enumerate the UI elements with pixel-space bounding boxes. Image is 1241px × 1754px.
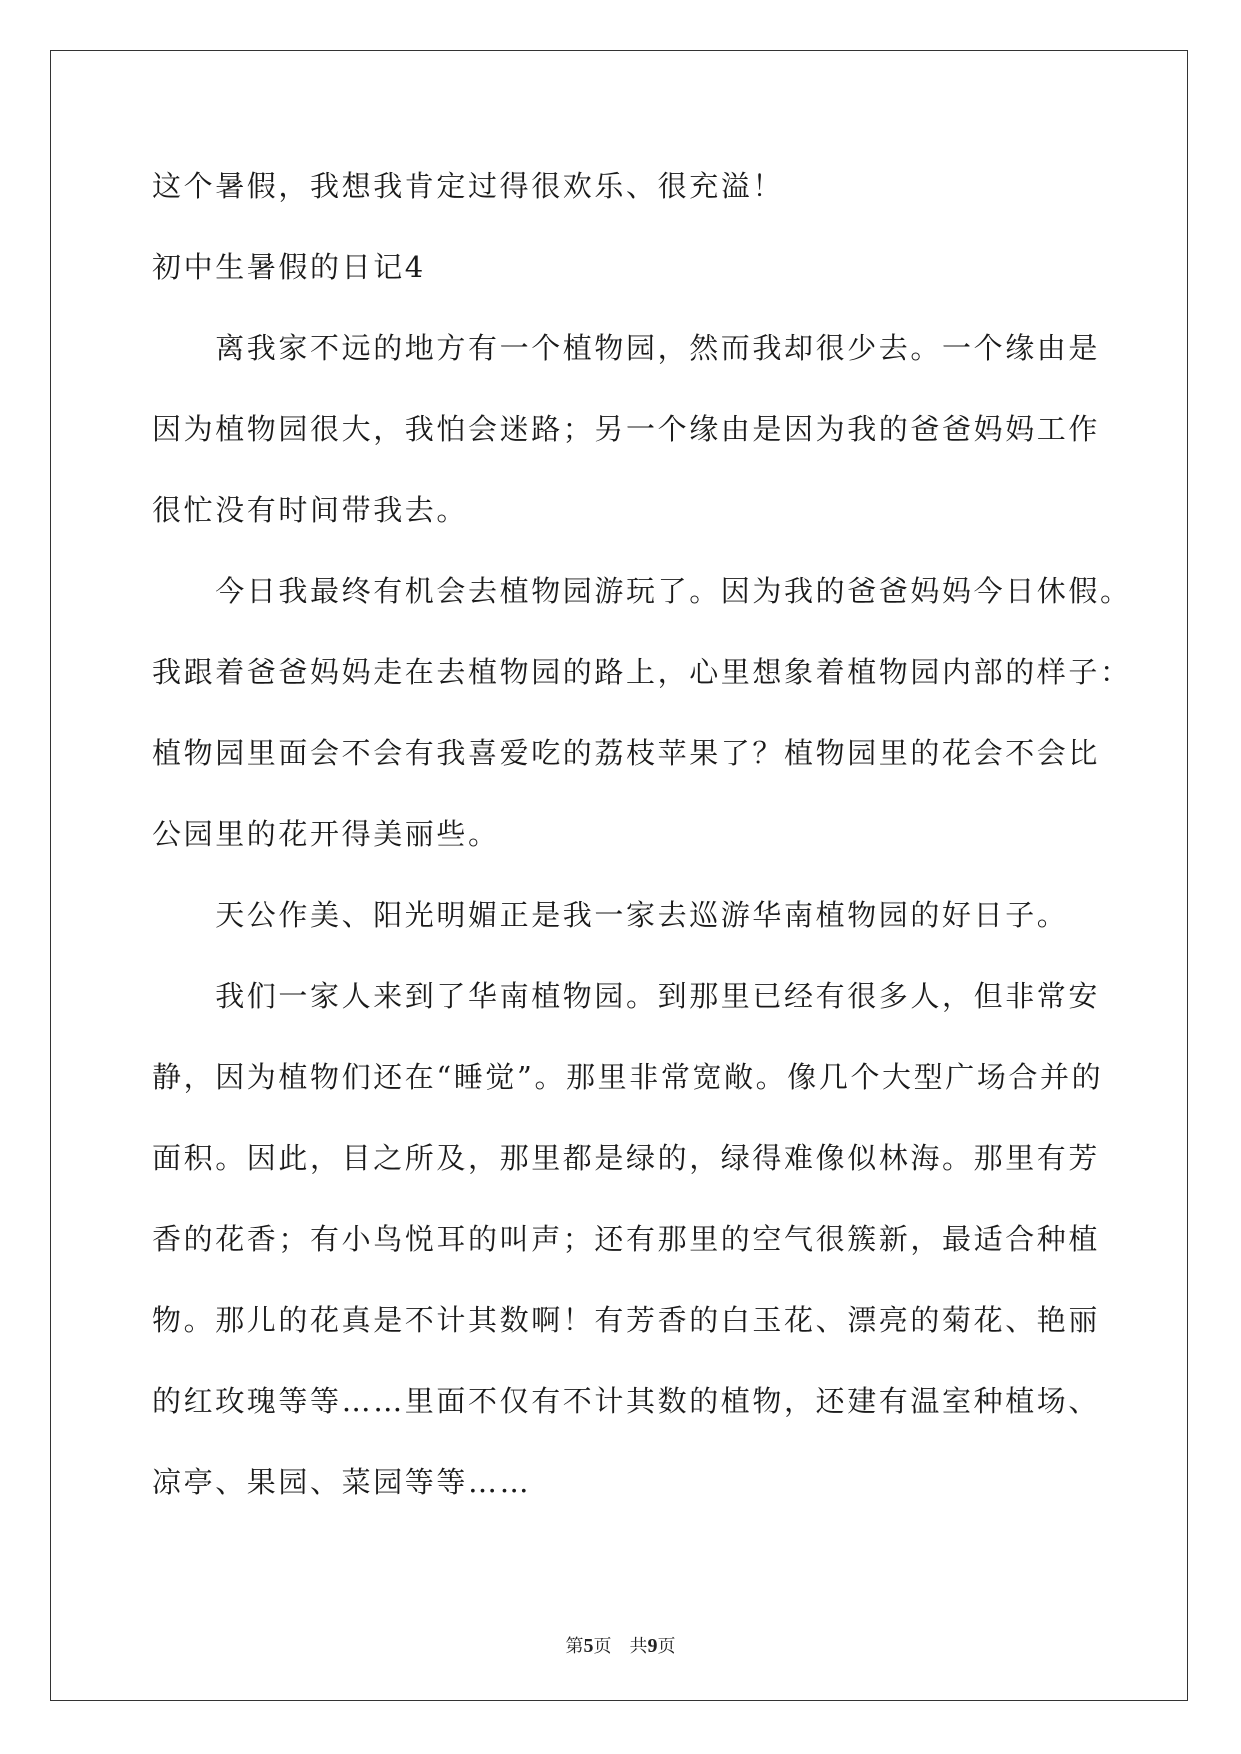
total-page-number: 9	[647, 1635, 658, 1657]
page-number-prefix: 第	[565, 1636, 584, 1657]
text-line: 今日我最终有机会去植物园游玩了。因为我的爸爸妈妈今日休假。	[152, 574, 1132, 608]
current-page-number: 5	[583, 1635, 594, 1657]
text-line: 静，因为植物们还在“睡觉”。那里非常宽敞。像几个大型广场合并的	[152, 1060, 1104, 1094]
text-line: 公园里的花开得美丽些。	[152, 817, 500, 851]
text-line: 因为植物园很大，我怕会迷路；另一个缘由是因为我的爸爸妈妈工作	[152, 412, 1101, 446]
page-footer	[0, 1632, 1241, 1658]
text-line: 的红玫瑰等等……里面不仅有不计其数的植物，还建有温室种植场、	[152, 1384, 1101, 1418]
text-line: 离我家不远的地方有一个植物园，然而我却很少去。一个缘由是	[152, 331, 1101, 365]
text-line: 我跟着爸爸妈妈走在去植物园的路上，心里想象着植物园内部的样子：	[152, 655, 1132, 689]
document-body	[152, 168, 1132, 1545]
text-line: 我们一家人来到了华南植物园。到那里已经有很多人，但非常安	[152, 979, 1101, 1013]
section-heading: 初中生暑假的日记4	[152, 250, 426, 284]
text-line: 香的花香；有小鸟悦耳的叫声；还有那里的空气很簇新，最适合种植	[152, 1222, 1101, 1256]
text-line: 植物园里面会不会有我喜爱吃的荔枝苹果了？植物园里的花会不会比	[152, 736, 1101, 770]
text-line: 很忙没有时间带我去。	[152, 493, 469, 527]
text-line: 这个暑假，我想我肯定过得很欢乐、很充溢！	[152, 169, 785, 203]
page-number-middle: 页 共	[593, 1636, 648, 1657]
text-line: 物。那儿的花真是不计其数啊！有芳香的白玉花、漂亮的菊花、艳丽	[152, 1303, 1101, 1337]
page-number-suffix: 页	[657, 1636, 676, 1657]
text-line: 面积。因此，目之所及，那里都是绿的，绿得难像似林海。那里有芳	[152, 1141, 1101, 1175]
text-line: 天公作美、阳光明媚正是我一家去巡游华南植物园的好日子。	[152, 898, 1069, 932]
text-line: 凉亭、果园、菜园等等……	[152, 1465, 532, 1499]
